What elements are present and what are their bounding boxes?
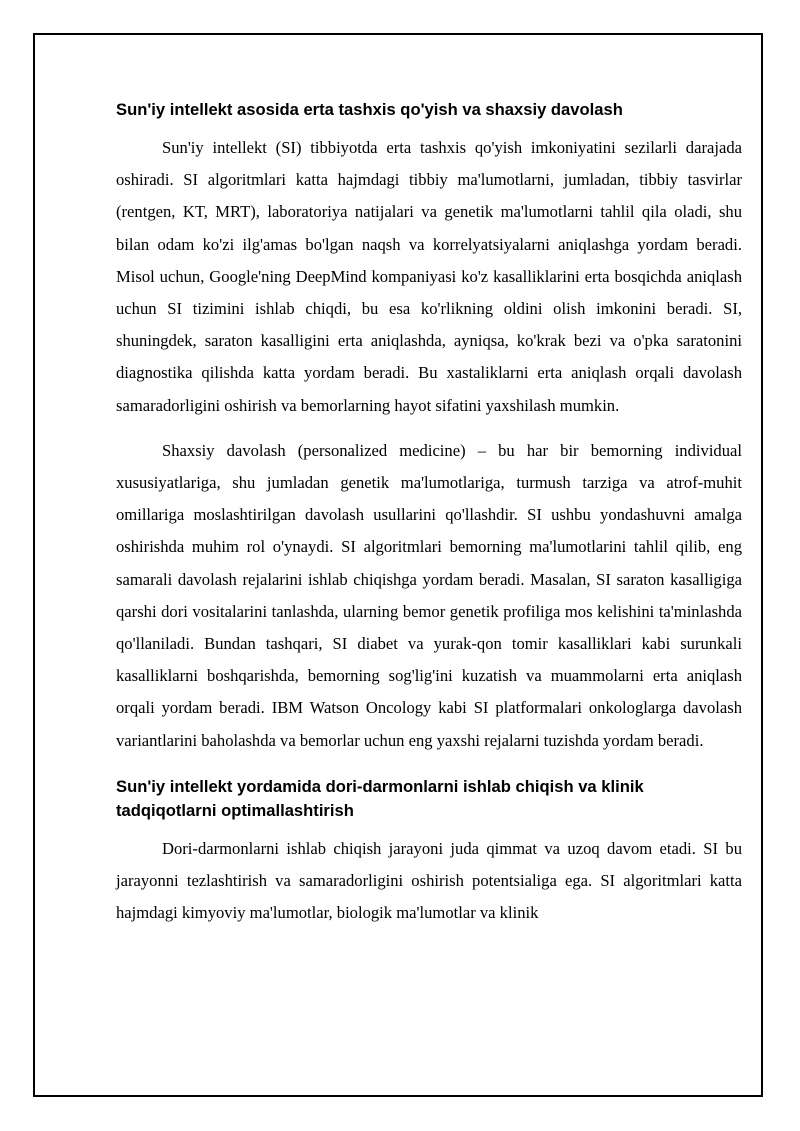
document-body (116, 98, 742, 942)
paragraph-drug-development: Dori-darmonlarni ishlab chiqish jarayoni juda qimmat va uzoq davom etadi. SI bu jarayonni tezlashtirish va samaradorligini oshirish potentsialiga ega. SI algoritmlari katta hajmdagi kimyoviy ma'lumotlar, biologik ma'lumotlar va klinik (116, 838, 742, 923)
section-heading-early-diagnosis: Sun'iy intellekt asosida erta tashxis qo'yish va shaxsiy davolash (116, 100, 623, 119)
paragraph-personalized-medicine: Shaxsiy davolash (personalized medicine) – bu har bir bemorning individual xususiyatlariga, shu jumladan genetik ma'lumotlariga, turmush tarziga va atrof-muhit omillariga moslashtirilgan davolash usullarini qo'llashdir. SI ushbu yondashuvni amalga oshirishda muhim rol o'ynaydi. SI algoritmlari bemorning ma'lumotlarini tahlil qilib, eng samarali davolash rejalarini ishlab chiqishga yordam beradi. Masalan, SI saraton kasalligiga qarshi dori vositalarini tanlashda, ularning bemor genetik profiliga mos kelishini ta'minlashda qo'llaniladi. Bundan tashqari, SI diabet va yurak-qon tomir kasalliklari kabi surunkali kasalliklarni boshqarishda, bemorning sog'lig'ini kuzatish va muammolarni erta aniqlash orqali yordam beradi. IBM Watson Oncology kabi SI platformalari onkologlarga davolash variantlarini baholashda va bemorlar uchun eng yaxshi rejalarni tuzishda yordam beradi. (116, 440, 742, 750)
section-heading-drug-development: Sun'iy intellekt yordamida dori-darmonlarni ishlab chiqish va klinik tadqiqotlarni optimallashtirish (116, 776, 644, 820)
paragraph-early-diagnosis: Sun'iy intellekt (SI) tibbiyotda erta tashxis qo'yish imkoniyatini sezilarli darajada oshiradi. SI algoritmlari katta hajmdagi tibbiy ma'lumotlarni, jumladan, tibbiy tasvirlar (rentgen, KT, MRT), laboratoriya natijalari va genetik ma'lumotlarni tahlil qila oladi, shu bilan odam ko'zi ilg'amas bo'lgan naqsh va korrelyatsiyalarni aniqlashga yordam beradi. Misol uchun, Google'ning DeepMind kompaniyasi ko'z kasalliklarini erta bosqichda aniqlash uchun SI tizimini ishlab chiqdi, bu esa ko'rlikning oldini olish imkonini beradi. SI, shuningdek, saraton kasalligini erta aniqlashda, ayniqsa, ko'krak bezi va o'pka saratonini diagnostika qilishda katta yordam beradi. Bu xastaliklarni erta aniqlash orqali davolash samaradorligini oshirish va bemorlarning hayot sifatini yaxshilash mumkin. (116, 138, 742, 415)
